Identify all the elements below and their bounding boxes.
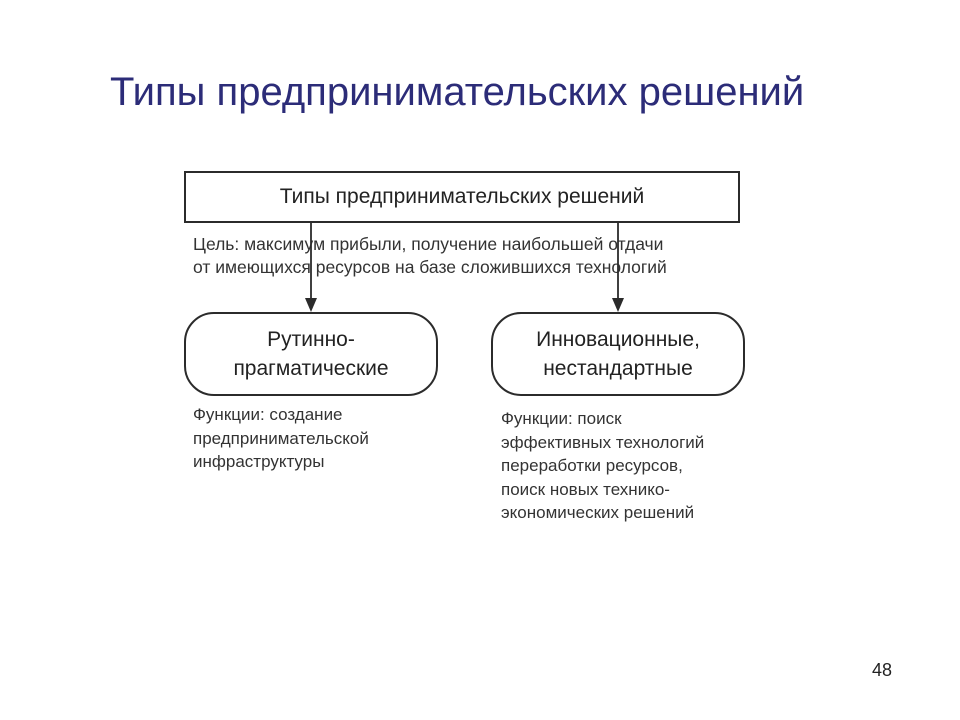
goal-line-2: от имеющихся ресурсов на базе сложившихся технологий [193,257,667,277]
page-number: 48 [872,660,893,680]
root-node-label: Типы предпринимательских решений [279,185,645,208]
innovative-functions-line: переработки ресурсов, [501,456,683,475]
innovative-functions [501,407,704,525]
routine-functions-line: инфраструктуры [193,452,325,471]
innovative-functions-line: Функции: поиск [501,409,622,428]
routine-pragmatic-node [184,312,438,396]
slide-title: Типы предпринимательских решений [110,70,805,114]
innovative-label-line-2: нестандартные [543,357,693,380]
innovative-functions-line: экономических решений [501,503,695,522]
routine-label-line-1: Рутинно- [267,328,355,351]
routine-functions [193,403,369,474]
innovative-functions-line: поиск новых технико- [501,479,670,499]
innovative-node [491,312,745,396]
routine-label-line-2: прагматические [233,357,389,380]
routine-functions-line: предпринимательской [193,428,369,448]
innovative-functions-line: эффективных технологий [501,432,705,452]
arrow-to-routine-head [305,298,317,312]
routine-functions-line: Функции: создание [193,405,343,424]
arrow-to-innovative-head [612,298,624,312]
goal-line-1: Цель: максимум прибыли, получение наибольшей отдачи [193,234,664,254]
innovative-label-line-1: Инновационные, [536,328,700,351]
